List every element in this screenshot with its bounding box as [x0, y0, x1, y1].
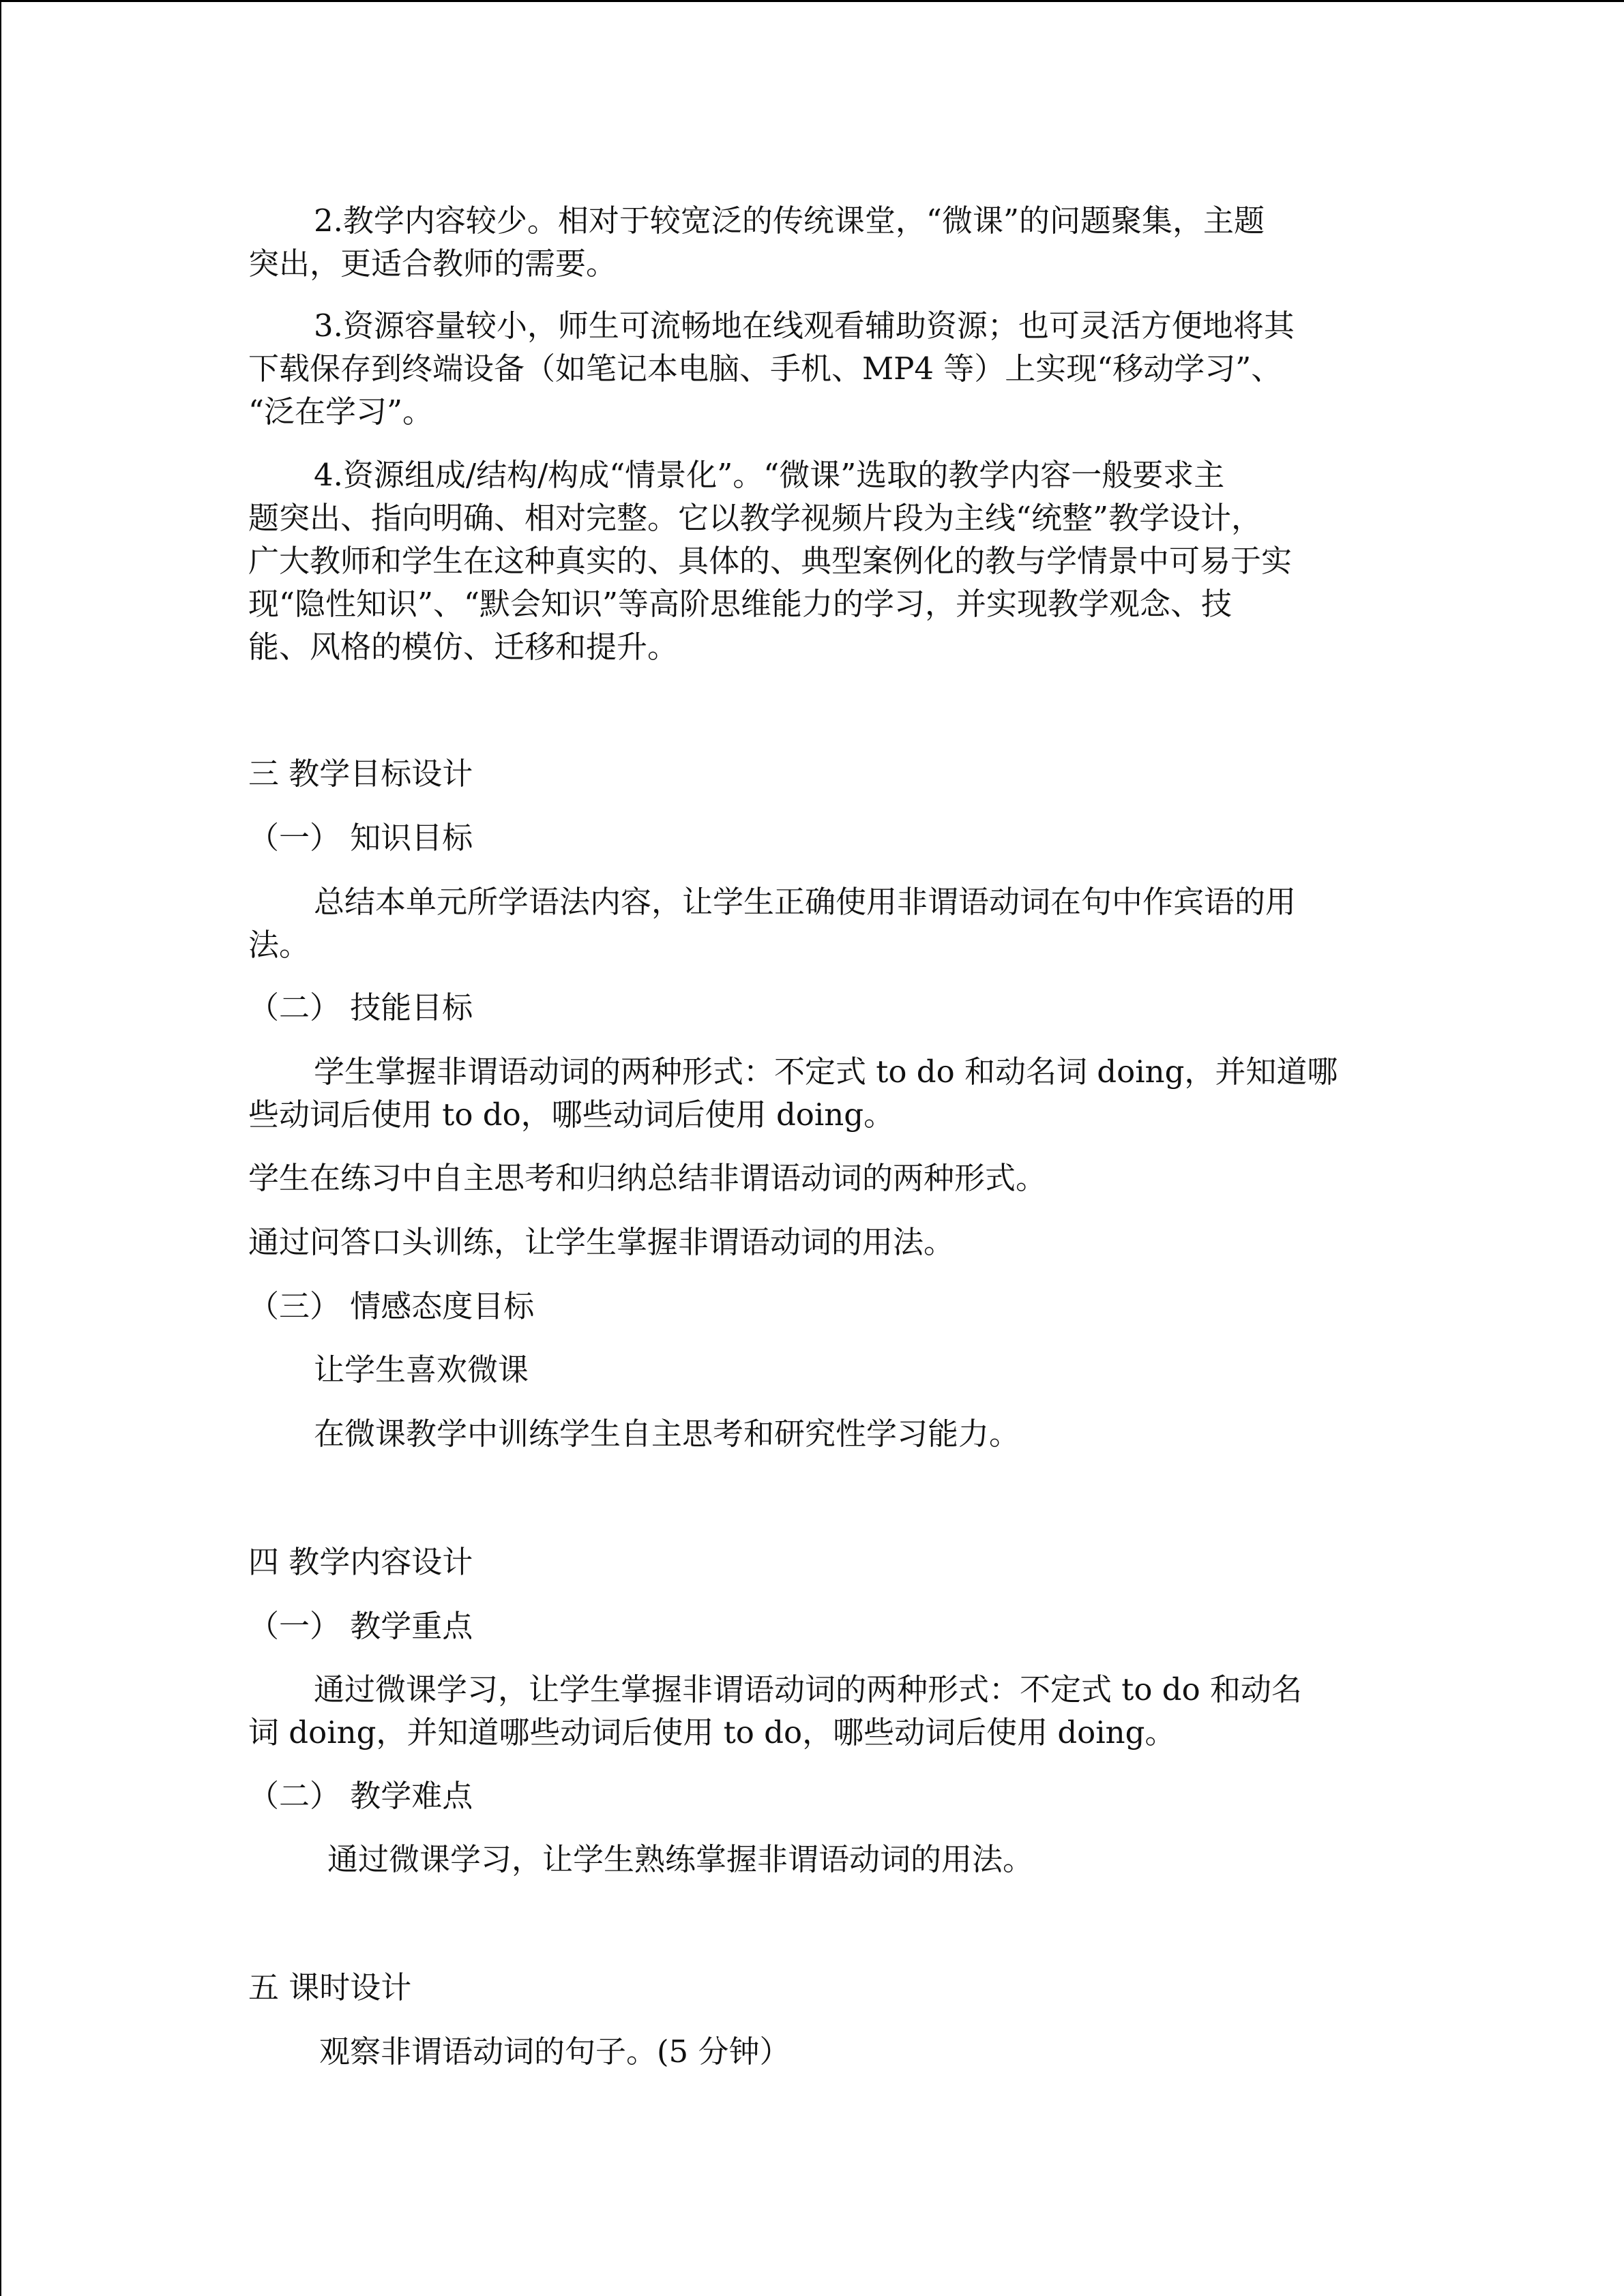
key-points-line-2: 词 doing，并知道哪些动词后使用 to do，哪些动词后使用 doing。 [248, 1714, 1176, 1750]
paragraph-4-line-1: 4.资源组成/结构/构成“情景化”。“微课”选取的教学内容一般要求主 [314, 457, 1225, 493]
section-4-subheading-difficulties: （二） 教学难点 [248, 1778, 473, 1814]
knowledge-goal-line-1: 总结本单元所学语法内容，让学生正确使用非谓语动词在句中作宾语的用 [314, 884, 1297, 920]
paragraph-4-line-4: 现“隐性知识”、“默会知识”等高阶思维能力的学习，并实现教学观念、技 [248, 586, 1232, 622]
paragraph-3-line-3: “泛在学习”。 [248, 393, 434, 430]
lesson-plan-line-1: 观察非谓语动词的句子。(5 分钟） [319, 2033, 791, 2070]
skills-goal-line-4: 通过问答口头训练，让学生掌握非谓语动词的用法。 [248, 1224, 955, 1260]
section-3-heading: 三 教学目标设计 [248, 756, 473, 792]
knowledge-goal-line-2: 法。 [248, 927, 310, 963]
section-3-subheading-skills: （二） 技能目标 [248, 989, 473, 1026]
section-5-heading: 五 课时设计 [248, 1969, 412, 2006]
key-points-line-1: 通过微课学习，让学生掌握非谓语动词的两种形式：不定式 to do 和动名 [314, 1671, 1302, 1708]
skills-goal-line-1: 学生掌握非谓语动词的两种形式：不定式 to do 和动名词 doing，并知道哪 [314, 1054, 1338, 1090]
section-3-subheading-knowledge: （一） 知识目标 [248, 820, 473, 856]
paragraph-4-line-2: 题突出、指向明确、相对完整。它以教学视频片段为主线“统整”教学设计， [248, 500, 1263, 536]
paragraph-2-line-2: 突出，更适合教师的需要。 [248, 245, 617, 282]
skills-goal-line-3: 学生在练习中自主思考和归纳总结非谓语动词的两种形式。 [248, 1160, 1047, 1196]
attitude-goal-line-1: 让学生喜欢微课 [314, 1352, 529, 1388]
attitude-goal-line-2: 在微课教学中训练学生自主思考和研究性学习能力。 [314, 1416, 1020, 1452]
paragraph-3-line-1: 3.资源容量较小，师生可流畅地在线观看辅助资源；也可灵活方便地将其 [314, 308, 1295, 344]
section-4-heading: 四 教学内容设计 [248, 1544, 473, 1580]
section-3-subheading-attitude: （三） 情感态度目标 [248, 1288, 535, 1324]
section-4-subheading-key-points: （一） 教学重点 [248, 1608, 473, 1644]
paragraph-3-line-2: 下载保存到终端设备（如笔记本电脑、手机、MP4 等）上实现“移动学习”、 [248, 351, 1282, 387]
paragraph-4-line-5: 能、风格的模仿、迁移和提升。 [248, 629, 679, 665]
paragraph-2-line-1: 2.教学内容较少。相对于较宽泛的传统课堂，“微课”的问题聚集，主题 [314, 203, 1265, 239]
paragraph-4-line-3: 广大教师和学生在这种真实的、具体的、典型案例化的教与学情景中可易于实 [248, 543, 1293, 579]
difficulties-line-1: 通过微课学习，让学生熟练掌握非谓语动词的用法。 [327, 1841, 1034, 1877]
skills-goal-line-2: 些动词后使用 to do，哪些动词后使用 doing。 [248, 1097, 895, 1133]
